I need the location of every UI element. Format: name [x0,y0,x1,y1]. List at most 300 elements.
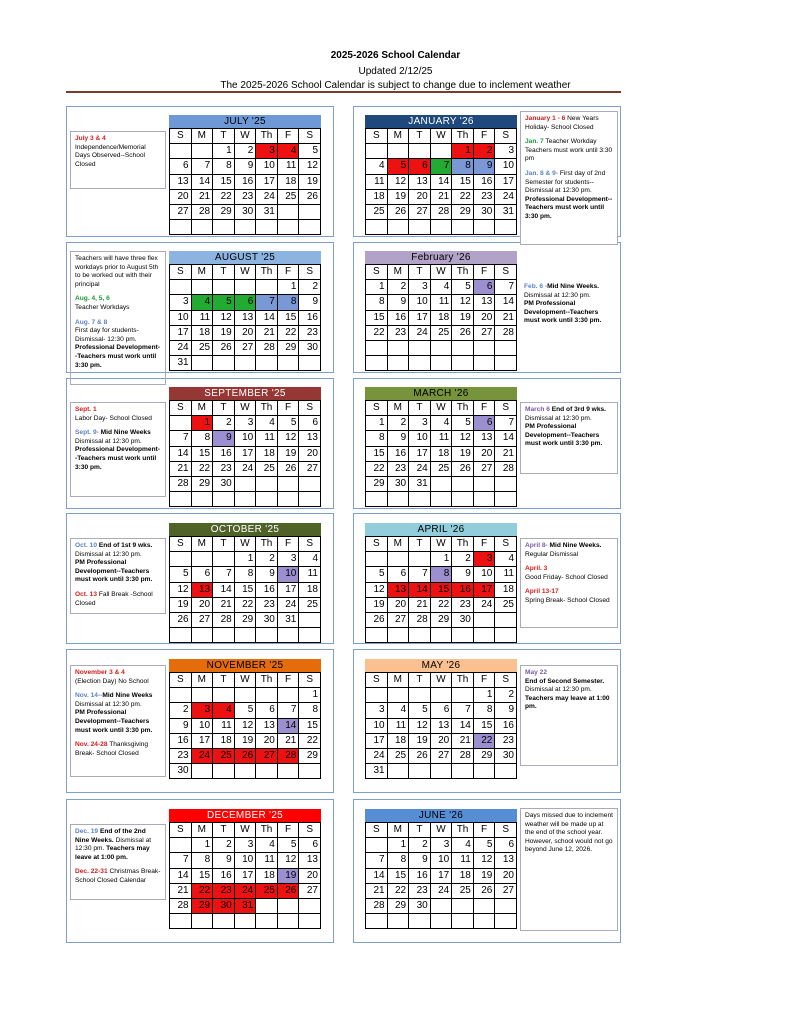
day-cell: 15 [366,310,388,325]
month-title: JUNE '26 [365,809,517,822]
header-rule [66,91,621,93]
empty-cell [366,492,388,507]
weekday-label: M [387,401,409,416]
day-cell: 5 [299,144,321,159]
day-cell: 1 [191,416,213,431]
weekday-label: M [387,265,409,280]
weekday-label: S [366,673,388,688]
day-cell: 26 [409,748,431,763]
note-bold: Teachers may leave at 1:00 pm. [75,845,150,861]
weekday-label: S [495,265,517,280]
note-text: Teacher Workday Teachers must work until 3:30 pm [525,138,613,163]
weekday-label: F [473,537,495,552]
day-cell: 11 [430,431,452,446]
day-cell: 24 [430,883,452,898]
day-cell: 30 [452,612,474,627]
day-cell: 17 [191,733,213,748]
empty-cell [277,898,299,913]
day-cell: 17 [409,310,431,325]
day-cell: 3 [234,416,256,431]
calendar-feb [365,251,517,371]
empty-cell [191,688,213,703]
weekday-label: Th [256,537,278,552]
weekday-label: F [277,537,299,552]
empty-cell [366,144,388,159]
week-row [170,416,321,431]
day-cell: 8 [366,431,388,446]
note-text: Thanksgiving Break- School Closed [75,741,149,757]
day-cell: 22 [234,597,256,612]
day-cell: 18 [256,868,278,883]
day-cell: 13 [191,582,213,597]
day-cell: 20 [191,597,213,612]
weekday-label: S [170,823,192,838]
week-row [170,838,321,853]
empty-cell [430,688,452,703]
day-cell: 2 [256,552,278,567]
day-cell: 21 [191,189,213,204]
month-grid [365,128,517,235]
empty-cell [409,914,431,929]
day-cell: 31 [366,764,388,779]
day-cell: 7 [170,431,192,446]
day-cell: 5 [473,838,495,853]
empty-cell [191,492,213,507]
day-cell: 12 [473,853,495,868]
week-row [366,733,517,748]
day-cell: 14 [452,718,474,733]
day-cell: 26 [213,340,235,355]
empty-cell [473,898,495,913]
empty-cell [366,340,388,355]
week-row [366,582,517,597]
weekday-label: T [409,537,431,552]
empty-cell [473,476,495,491]
note-text: Spring Break- School Closed [525,596,610,604]
day-cell: 15 [191,868,213,883]
empty-cell [409,552,431,567]
day-cell: 14 [495,431,517,446]
empty-cell [495,914,517,929]
day-cell: 4 [452,838,474,853]
empty-cell [256,476,278,491]
day-cell: 28 [366,898,388,913]
day-cell: 26 [387,204,409,219]
note-bold: PM Professional Development--Teachers must work until 3:30 pm. [75,709,153,734]
day-cell: 7 [495,416,517,431]
note-heading: End of 1st 9 wks. [97,542,153,549]
weekday-label: T [409,265,431,280]
note-heading: Mid Nine Weeks [98,429,151,437]
empty-cell [213,492,235,507]
empty-cell [191,356,213,371]
month-grid [365,822,517,929]
note-bold: PM Professional Development--Teachers must work until 3:30 pm. [525,423,603,448]
updated-date: Updated 2/12/25 [358,66,433,77]
empty-cell [299,220,321,235]
note-date: Oct. 10 [75,542,97,549]
day-cell: 26 [452,325,474,340]
day-cell: 5 [213,295,235,310]
empty-cell [409,340,431,355]
empty-cell [256,914,278,929]
week-row [366,748,517,763]
month-grid [169,264,321,371]
note-date: Dec. 22-31 [75,868,108,876]
day-cell: 22 [430,597,452,612]
day-cell: 7 [452,703,474,718]
day-cell: 13 [299,853,321,868]
day-cell: 30 [213,476,235,491]
weekday-label: F [277,129,299,144]
day-cell: 25 [256,883,278,898]
empty-cell [170,838,192,853]
weekday-label: T [213,673,235,688]
day-cell: 8 [191,431,213,446]
day-cell: 12 [299,159,321,174]
day-cell: 28 [191,204,213,219]
day-cell: 2 [170,703,192,718]
day-cell: 23 [213,461,235,476]
week-row [366,628,517,643]
day-cell: 4 [430,280,452,295]
weekday-label: M [191,823,213,838]
day-cell: 23 [409,883,431,898]
weekday-label: F [473,823,495,838]
day-cell: 31 [277,612,299,627]
empty-cell [430,628,452,643]
empty-cell [452,914,474,929]
weekday-label: Th [452,401,474,416]
month-title: NOVEMBER '25 [169,659,321,672]
day-cell: 26 [299,189,321,204]
day-cell: 8 [452,159,474,174]
day-cell: 25 [430,461,452,476]
weekday-label: S [299,537,321,552]
weekday-label: W [430,537,452,552]
month-grid [169,672,321,779]
day-cell: 6 [409,159,431,174]
day-cell: 9 [473,159,495,174]
calendar-dec [169,809,321,929]
day-cell: 2 [495,688,517,703]
day-cell: 10 [409,295,431,310]
empty-cell [170,688,192,703]
day-cell: 11 [430,295,452,310]
week-row [366,325,517,340]
note-date: April 8- [525,542,548,549]
empty-cell [213,628,235,643]
day-cell: 10 [234,853,256,868]
day-cell: 19 [452,446,474,461]
day-cell: 16 [387,446,409,461]
empty-cell [473,612,495,627]
day-cell: 1 [234,552,256,567]
day-cell: 26 [366,612,388,627]
note-bold: PM Professional Development--Teachers must work until 3:30 pm. [524,300,602,325]
day-cell: 18 [430,446,452,461]
day-cell: 17 [366,733,388,748]
week-row [170,476,321,491]
day-cell: 25 [299,597,321,612]
empty-cell [299,914,321,929]
empty-cell [366,914,388,929]
week-row [170,582,321,597]
day-cell: 12 [277,853,299,868]
day-cell: 17 [409,446,431,461]
note-date: July 3 & 4 [75,135,106,142]
day-cell: 29 [430,612,452,627]
note-text: Christmas Break- School Closed Calendar [75,868,161,884]
day-cell: 11 [366,174,388,189]
day-cell: 14 [170,446,192,461]
weekday-label: F [277,823,299,838]
day-cell: 28 [495,461,517,476]
month-title: February '26 [365,251,517,264]
day-cell: 29 [277,340,299,355]
empty-cell [495,492,517,507]
day-cell: 15 [366,446,388,461]
day-cell: 1 [387,838,409,853]
day-cell: 27 [473,461,495,476]
day-cell: 19 [277,446,299,461]
week-row [366,189,517,204]
day-cell: 20 [495,868,517,883]
day-cell: 17 [234,446,256,461]
week-row [366,431,517,446]
day-cell: 20 [430,733,452,748]
note-text: Regular Dismissal [525,550,579,558]
day-cell: 16 [170,733,192,748]
week-row [170,868,321,883]
day-cell: 27 [495,883,517,898]
weekday-label: F [473,265,495,280]
day-cell: 17 [277,582,299,597]
day-cell: 14 [170,868,192,883]
month-grid [365,400,517,507]
empty-cell [256,898,278,913]
note-jul [70,131,166,189]
note-date: Nov. 24-28 [75,741,108,749]
day-cell: 6 [430,703,452,718]
day-cell: 26 [170,612,192,627]
note-oct [70,538,166,614]
weekday-label: T [213,401,235,416]
day-cell: 6 [299,416,321,431]
day-cell: 30 [387,476,409,491]
note-date: Dec. 19 [75,828,99,835]
day-cell: 14 [213,582,235,597]
empty-cell [277,220,299,235]
weekday-label: M [191,537,213,552]
empty-cell [191,628,213,643]
note-date: Nov. 14-- [75,692,103,700]
day-cell: 29 [191,898,213,913]
day-cell: 8 [299,703,321,718]
day-cell: 4 [191,295,213,310]
day-cell: 22 [366,325,388,340]
day-cell: 29 [452,204,474,219]
day-cell: 1 [473,688,495,703]
empty-cell [256,628,278,643]
day-cell: 7 [409,567,431,582]
day-cell: 29 [213,204,235,219]
weekday-label: M [387,129,409,144]
note-text: First day of 2nd Semester for students--Dismissal at 12:30 pm. [525,169,606,195]
day-cell: 14 [277,718,299,733]
weekday-label: S [495,129,517,144]
day-cell: 18 [366,189,388,204]
day-cell: 27 [170,204,192,219]
note-aug [70,251,166,385]
day-cell: 24 [495,189,517,204]
weekday-header [366,537,517,552]
empty-cell [277,476,299,491]
day-cell: 23 [170,748,192,763]
empty-cell [299,612,321,627]
weekday-label: Th [256,129,278,144]
day-cell: 9 [387,431,409,446]
day-cell: 9 [299,295,321,310]
day-cell: 5 [387,159,409,174]
day-cell: 7 [277,703,299,718]
weekday-label: S [170,265,192,280]
day-cell: 6 [495,838,517,853]
day-cell: 27 [299,883,321,898]
day-cell: 16 [495,718,517,733]
day-cell: 21 [452,733,474,748]
note-date: March 6 [525,406,550,413]
note-date: January 1 - 6 [525,115,566,122]
calendar-sep [169,387,321,507]
empty-cell [387,356,409,371]
day-cell: 22 [191,461,213,476]
day-cell: 18 [452,868,474,883]
day-cell: 4 [387,703,409,718]
month-title: JANUARY '26 [365,115,517,128]
note-jan [520,111,618,245]
empty-cell [213,356,235,371]
week-row [366,159,517,174]
day-cell: 9 [387,295,409,310]
day-cell: 18 [430,310,452,325]
empty-cell [409,220,431,235]
empty-cell [170,628,192,643]
day-cell: 14 [256,310,278,325]
day-cell: 8 [387,853,409,868]
day-cell: 18 [191,325,213,340]
day-cell: 20 [299,446,321,461]
calendar-mar [365,387,517,507]
weekday-label: W [234,673,256,688]
day-cell: 8 [277,295,299,310]
week-row [366,144,517,159]
day-cell: 15 [234,582,256,597]
day-cell: 17 [256,174,278,189]
day-cell: 19 [366,597,388,612]
empty-cell [170,914,192,929]
day-cell: 18 [387,733,409,748]
weekday-label: W [234,401,256,416]
day-cell: 14 [366,868,388,883]
weekday-label: F [277,265,299,280]
month-title: SEPTEMBER '25 [169,387,321,400]
empty-cell [366,220,388,235]
note-text: Labor Day- School Closed [75,414,152,422]
week-row [366,356,517,371]
note-date: April 13-17 [525,588,559,596]
empty-cell [234,764,256,779]
weekday-header [170,129,321,144]
note-apr [520,538,618,628]
day-cell: 11 [452,853,474,868]
empty-cell [366,688,388,703]
day-cell: 24 [191,748,213,763]
week-row [170,159,321,174]
day-cell: 2 [452,552,474,567]
day-cell: 11 [256,431,278,446]
note-date: Jan. 8 & 9- [525,169,558,177]
empty-cell [299,628,321,643]
day-cell: 18 [277,174,299,189]
weekday-label: T [213,129,235,144]
day-cell: 20 [256,733,278,748]
day-cell: 22 [299,733,321,748]
week-row [170,853,321,868]
day-cell: 17 [430,868,452,883]
empty-cell [473,914,495,929]
empty-cell [430,220,452,235]
month-title: APRIL '26 [365,523,517,536]
weekday-label: F [277,401,299,416]
day-cell: 25 [213,748,235,763]
weekday-label: S [299,673,321,688]
day-cell: 10 [256,159,278,174]
note-date: Jan. 7 [525,138,544,146]
day-cell: 14 [191,174,213,189]
day-cell: 25 [495,597,517,612]
day-cell: 26 [473,883,495,898]
day-cell: 16 [256,582,278,597]
note-text: Fall Break -School Closed [75,590,153,607]
note-jun [520,808,618,931]
day-cell: 6 [170,159,192,174]
day-cell: 10 [170,310,192,325]
empty-cell [473,340,495,355]
week-row [366,914,517,929]
day-cell: 7 [495,280,517,295]
note-may [520,665,618,766]
week-row [170,310,321,325]
day-cell: 24 [409,461,431,476]
empty-cell [473,356,495,371]
day-cell: 4 [366,159,388,174]
day-cell: 16 [473,174,495,189]
month-title: MAY '26 [365,659,517,672]
day-cell: 2 [213,838,235,853]
day-cell: 24 [234,883,256,898]
weekday-label: W [234,823,256,838]
weekday-header [170,823,321,838]
day-cell: 2 [299,280,321,295]
day-cell: 17 [473,582,495,597]
week-row [170,628,321,643]
weekday-label: T [213,537,235,552]
empty-cell [366,552,388,567]
day-cell: 6 [299,838,321,853]
day-cell: 19 [213,325,235,340]
day-cell: 28 [256,340,278,355]
